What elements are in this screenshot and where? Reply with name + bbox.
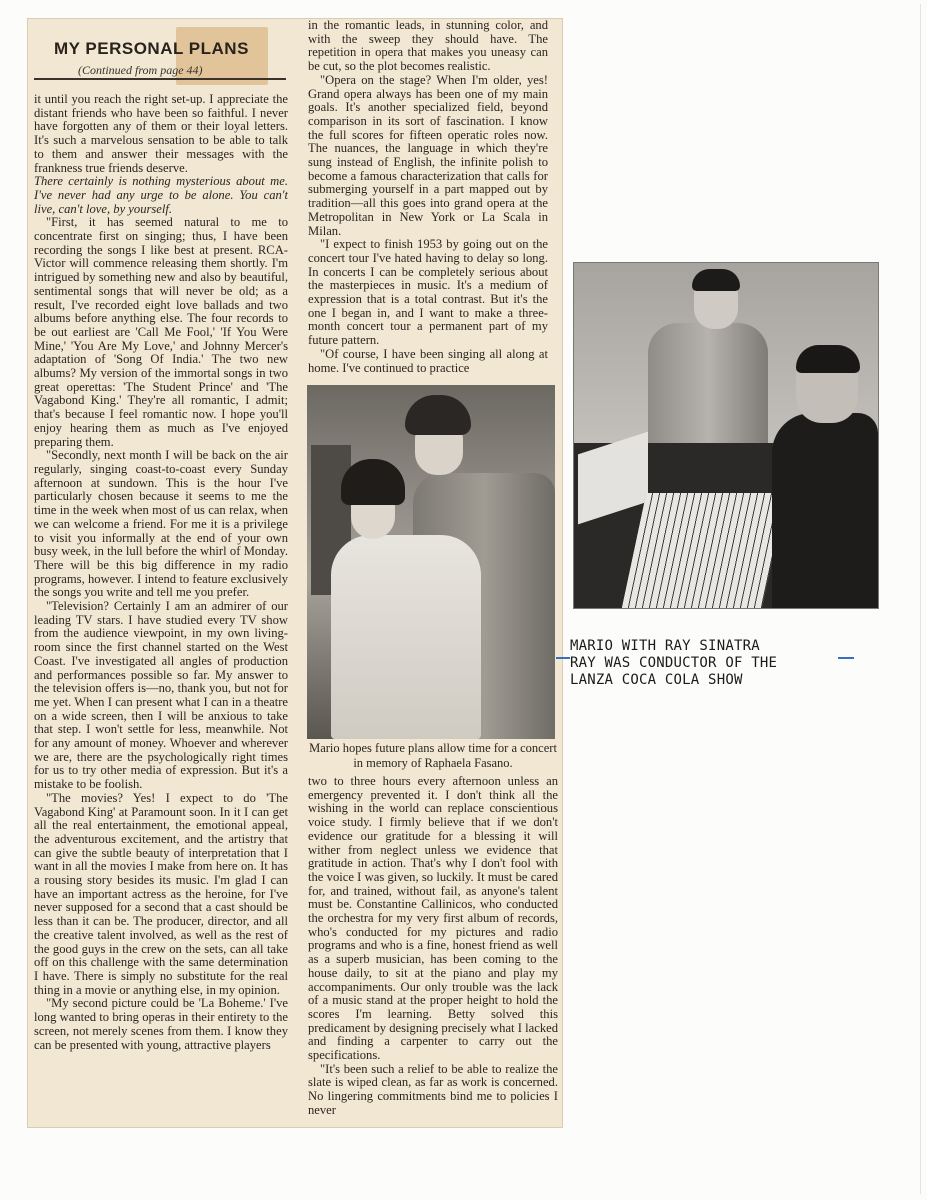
paragraph: "First, it has seemed natural to me to concentrate first on singing; thus, I have been recording the songs I like best at present. RCA-Victor will commence releasing them shortly. I'm intrigued by something new and also by beautiful, sentimental songs that will never be old; as a result, I've recorded eight love ballads and two albums before anything else. The four records to be out earliest are 'Call Me Fool,' 'If You Were Mine,' 'You Are My Love,' and Johnny Mercer's adaptation of 'Song Of India.' The two new albums? My version of the immortal songs in two great operettas: 'The Student Prince' and 'The Vagabond King.' They're all romantic, I admit; that's because I feel romantic now. I hope you'll enjoy hearing them as much as I've enjoyed preparing them. <box>34 215 288 449</box>
continued-note: (Continued from page 44) <box>78 63 203 77</box>
pianist-suit <box>772 413 878 608</box>
newspaper-clipping <box>28 19 562 1127</box>
paragraph: "The movies? Yes! I expect to do 'The Vagabond King' at Paramount soon. In it I can get all the real entertainment, the emotional appeal, the adventurous excitement, and the artistry that can give the subtle beauty of interpretation that I want in all the movies I make from here on. It has a rousing story besides its music. I'm glad I can have an important actress as the heroine, for I've never supposed for a second that a cast should be less than it can be. The producer, director, and all the creative talent involved, as well as the rest of the good guys in the crew on the sets, can all take off on this challenge with the same determination I have. There is simply no substitute for the real thing in a movie or anything else, in my opinion. <box>34 790 288 997</box>
girl-hair <box>341 459 405 505</box>
caption-line-2: RAY WAS CONDUCTOR OF THE <box>570 655 778 671</box>
article-column-3 <box>308 775 558 1123</box>
blue-mark-right <box>838 657 854 659</box>
photo-caption: Mario hopes future plans allow time for a concert in memory of Raphaela Fasano. <box>309 741 557 770</box>
paragraph: "Secondly, next month I will be back on the air regularly, singing coast-to-coast every Sunday afternoon at sundown. This is the hour I've particularly chosen because it seems to me the time in the week when most of us can relax, when we can welcome a friend. For me it is a privilege to visit you informally at the end of your own busy week, in the lull before the whirl of Monday. There will be this big difference in my radio programs, however. I intend to feature exclusively the songs you write and tell me you prefer. <box>34 448 288 600</box>
article-column-1 <box>34 93 288 1123</box>
caption-line-1: MARIO WITH RAY SINATRA <box>570 638 760 654</box>
paragraph: two to three hours every afternoon unless an emergency prevented it. I don't think all the wishing in the world can replace conscientious voice study. I firmly believe that if we don't evidence our gratitude for a blessing it will wither from neglect unless we evidence that gratitude in action. That's why I don't fool with the voice I was given, so luckily. It must be cared for, and trained, without fail, as anyone's talent must be. Constantine Callinicos, who conducted the orchestra for my very first album of records, who's conducted for my pictures and radio programs and who is a fine, honest friend as well as a superb musician, has been coming to the house daily, to sit at the piano and play my accompaniments. Our only trouble was the lack of a music stand at the proper height to hold the scores I'm learning. Betty solved this predicament by designing precisely what I lacked and finding a carpenter to carry out the specifications. <box>308 775 558 1063</box>
pianist-hair <box>796 345 860 373</box>
paragraph: it until you reach the right set-up. I appreciate the distant friends who have been so faithful. I never have forgotten any of them or their loyal letters. It's such a marvelous sensation to be able to talk to them and answer their messages with the frankness true friends deserve. <box>34 93 288 175</box>
paragraph: "My second picture could be 'La Boheme.' I've long wanted to bring operas in their entirety to the screen, not merely scenes from them. I know they can be presented with young, attractive players <box>34 996 288 1052</box>
paragraph: "Of course, I have been singing all along at home. I've continued to practice <box>308 346 548 375</box>
italic-text: There certainly is nothing mysterious about me. I've never had any urge to be alone. You can't live, can't love, by yourself. <box>34 174 288 216</box>
caption-line-3: LANZA COCA COLA SHOW <box>570 672 743 688</box>
standing-man-hair <box>692 269 740 291</box>
man-hair <box>405 395 471 435</box>
paragraph: in the romantic leads, in stunning color, and with the sweep they should have. The repetition in opera that makes you uneasy can be cut, so the plot becomes realistic. <box>308 19 548 74</box>
typed-caption <box>570 638 848 689</box>
girl-dress <box>331 535 481 739</box>
paragraph: "It's been such a relief to be able to realize the slate is wiped clean, as far as work is concerned. No lingering commitments bind me to policies I never <box>308 1061 558 1117</box>
paragraph: "Television? Certainly I am an admirer of our leading TV stars. I have studied every TV show from the audience viewpoint, in my own living-room since the first channel started on the West Coast. I've investigated all angles of production and performances possible so far. My answer to the television offers is—no, thank you, but not for me yet. When I can present what I can in a theatre on a wide screen, then I will be anxious to take that step. I won't settle for less, meanwhile. Not for any amount of money. Whoever and wherever we are, there are the psychologically right times for us to try other media of expression. But it's a mistake to be foolish. <box>34 599 288 792</box>
paragraph: "Opera on the stage? When I'm older, yes! Grand opera always has been one of my main goals. It's another specialized field, beyond comparison in its sort of fascination. I know the full scores for fifteen operatic roles now. The nuances, the language in which they're sung instead of English, the infinite polish to become a famous characterization that calls for submerging yourself in a part mapped out by tradition—all this goes into grand opera at the Metropolitan in New York or La Scala in Milan. <box>308 72 548 238</box>
sinatra-photo <box>574 263 878 608</box>
article-photo <box>307 385 555 739</box>
piano-keys <box>622 493 786 608</box>
blue-mark-left <box>556 657 570 659</box>
paragraph: "I expect to finish 1953 by going out on the concert tour I've hated having to delay so long. In concerts I can be completely serious about the masterpieces in music. It's a medium of expression that is a total contrast. But it's the one I began in, and I want to make a three-month concert tour a permanent part of my future pattern. <box>308 237 548 348</box>
paragraph-italic <box>34 175 288 216</box>
article-headline: MY PERSONAL PLANS <box>54 39 249 58</box>
article-column-2 <box>308 19 548 379</box>
headline-rule <box>34 78 286 80</box>
